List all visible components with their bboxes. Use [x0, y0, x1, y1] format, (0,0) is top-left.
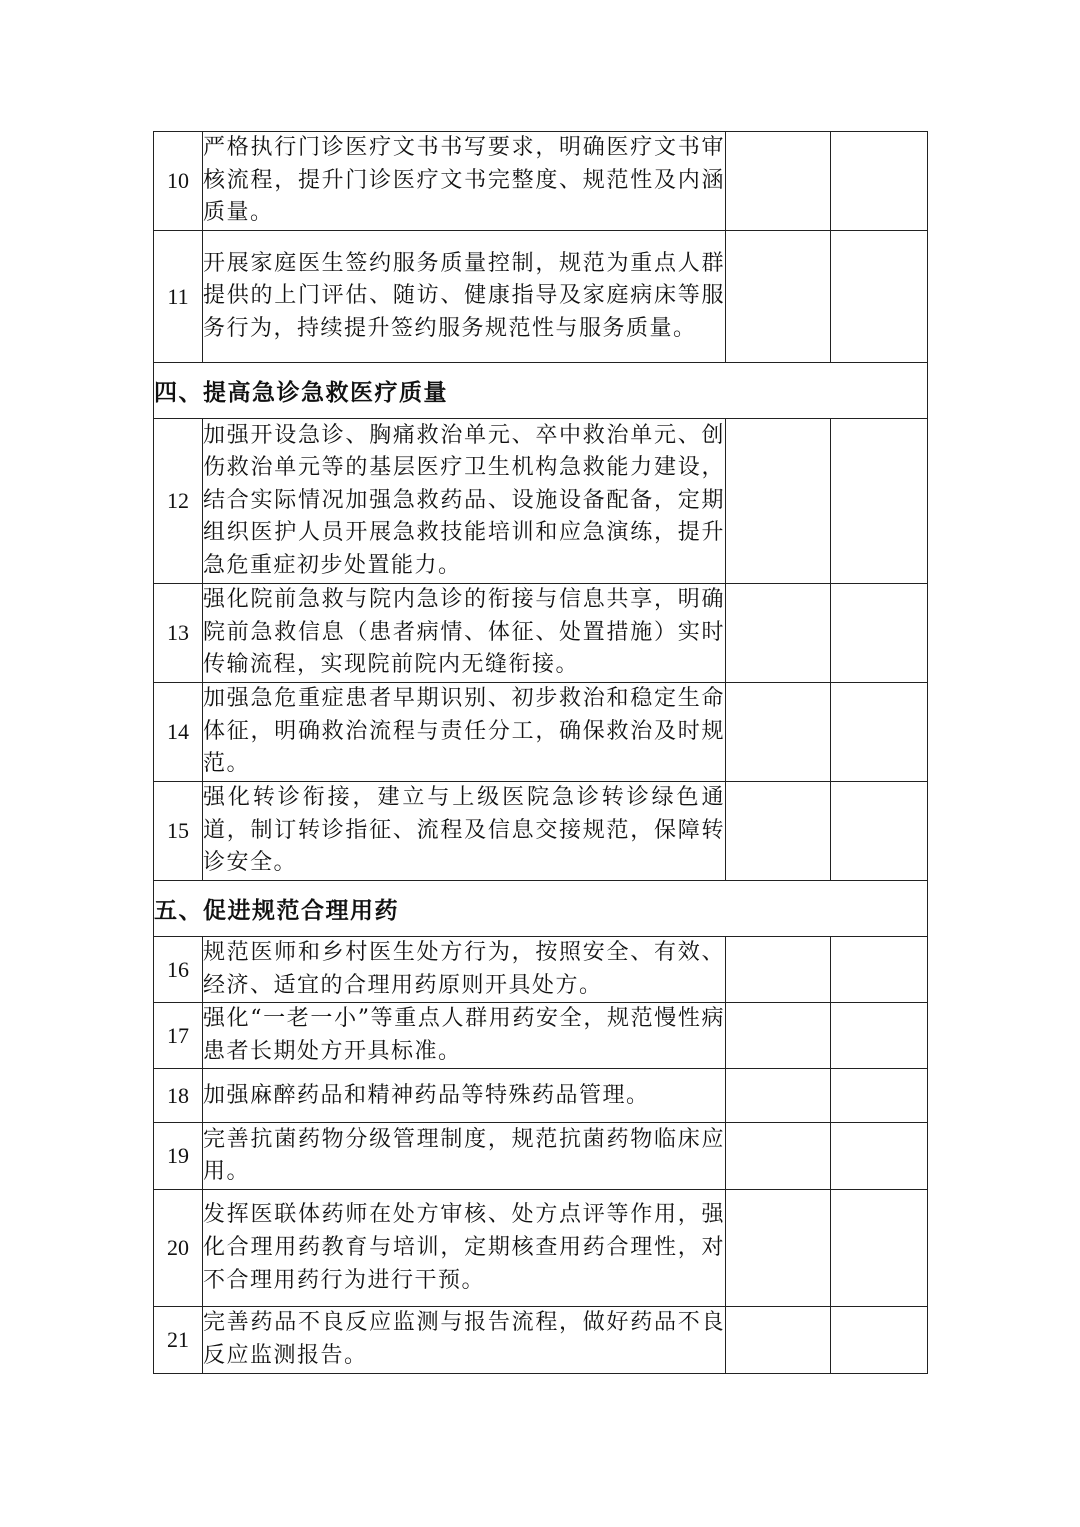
table-row [154, 782, 928, 881]
item-text: 严格执行门诊医疗文书书写要求，明确医疗文书审核流程，提升门诊医疗文书完整度、规范性及内涵质量。 [203, 132, 726, 231]
empty-cell [726, 683, 831, 782]
item-number: 12 [154, 419, 203, 584]
item-text: 加强麻醉药品和精神药品等特殊药品管理。 [203, 1069, 726, 1123]
empty-cell [831, 1069, 928, 1123]
empty-cell [831, 782, 928, 881]
empty-cell [831, 231, 928, 363]
item-text: 发挥医联体药师在处方审核、处方点评等作用，强化合理用药教育与培训，定期核查用药合理性，对不合理用药行为进行干预。 [203, 1190, 726, 1307]
empty-cell [831, 584, 928, 683]
empty-cell [726, 132, 831, 231]
item-number: 19 [154, 1123, 203, 1190]
empty-cell [726, 231, 831, 363]
item-number: 20 [154, 1190, 203, 1307]
section-row [154, 881, 928, 937]
section-row [154, 363, 928, 419]
table-row [154, 1190, 928, 1307]
table-row [154, 231, 928, 363]
table-body [154, 132, 928, 1374]
empty-cell [726, 584, 831, 683]
table-row [154, 937, 928, 1003]
empty-cell [726, 782, 831, 881]
item-number: 18 [154, 1069, 203, 1123]
empty-cell [831, 1003, 928, 1069]
table-row [154, 1069, 928, 1123]
empty-cell [831, 419, 928, 584]
table-row [154, 1307, 928, 1373]
item-text: 完善抗菌药物分级管理制度，规范抗菌药物临床应用。 [203, 1123, 726, 1190]
checklist-table [153, 131, 928, 1374]
empty-cell [831, 1123, 928, 1190]
empty-cell [831, 1190, 928, 1307]
empty-cell [726, 1190, 831, 1307]
empty-cell [726, 1069, 831, 1123]
section-title: 四、提高急诊急救医疗质量 [154, 363, 928, 419]
item-number: 13 [154, 584, 203, 683]
item-text: 开展家庭医生签约服务质量控制，规范为重点人群提供的上门评估、随访、健康指导及家庭病床等服务行为，持续提升签约服务规范性与服务质量。 [203, 231, 726, 363]
item-text: 完善药品不良反应监测与报告流程，做好药品不良反应监测报告。 [203, 1307, 726, 1373]
item-number: 16 [154, 937, 203, 1003]
item-text: 规范医师和乡村医生处方行为，按照安全、有效、经济、适宜的合理用药原则开具处方。 [203, 937, 726, 1003]
empty-cell [831, 132, 928, 231]
item-number: 17 [154, 1003, 203, 1069]
item-text: 强化转诊衔接，建立与上级医院急诊转诊绿色通道，制订转诊指征、流程及信息交接规范，保障转诊安全。 [203, 782, 726, 881]
empty-cell [726, 419, 831, 584]
table-row [154, 419, 928, 584]
empty-cell [726, 1003, 831, 1069]
empty-cell [831, 937, 928, 1003]
empty-cell [831, 1307, 928, 1373]
empty-cell [726, 1123, 831, 1190]
empty-cell [726, 937, 831, 1003]
table-row [154, 1003, 928, 1069]
item-text: 加强开设急诊、胸痛救治单元、卒中救治单元、创伤救治单元等的基层医疗卫生机构急救能力建设，结合实际情况加强急救药品、设施设备配备，定期组织医护人员开展急救技能培训和应急演练，提升急危重症初步处置能力。 [203, 419, 726, 584]
table-row [154, 132, 928, 231]
item-number: 14 [154, 683, 203, 782]
item-number: 11 [154, 231, 203, 363]
table-row [154, 1123, 928, 1190]
item-text: 强化“一老一小”等重点人群用药安全，规范慢性病患者长期处方开具标准。 [203, 1003, 726, 1069]
item-text: 加强急危重症患者早期识别、初步救治和稳定生命体征，明确救治流程与责任分工，确保救治及时规范。 [203, 683, 726, 782]
item-number: 15 [154, 782, 203, 881]
section-title: 五、促进规范合理用药 [154, 881, 928, 937]
item-text: 强化院前急救与院内急诊的衔接与信息共享，明确院前急救信息（患者病情、体征、处置措施）实时传输流程，实现院前院内无缝衔接。 [203, 584, 726, 683]
item-number: 21 [154, 1307, 203, 1373]
item-number: 10 [154, 132, 203, 231]
table-row [154, 584, 928, 683]
empty-cell [726, 1307, 831, 1373]
table-row [154, 683, 928, 782]
empty-cell [831, 683, 928, 782]
